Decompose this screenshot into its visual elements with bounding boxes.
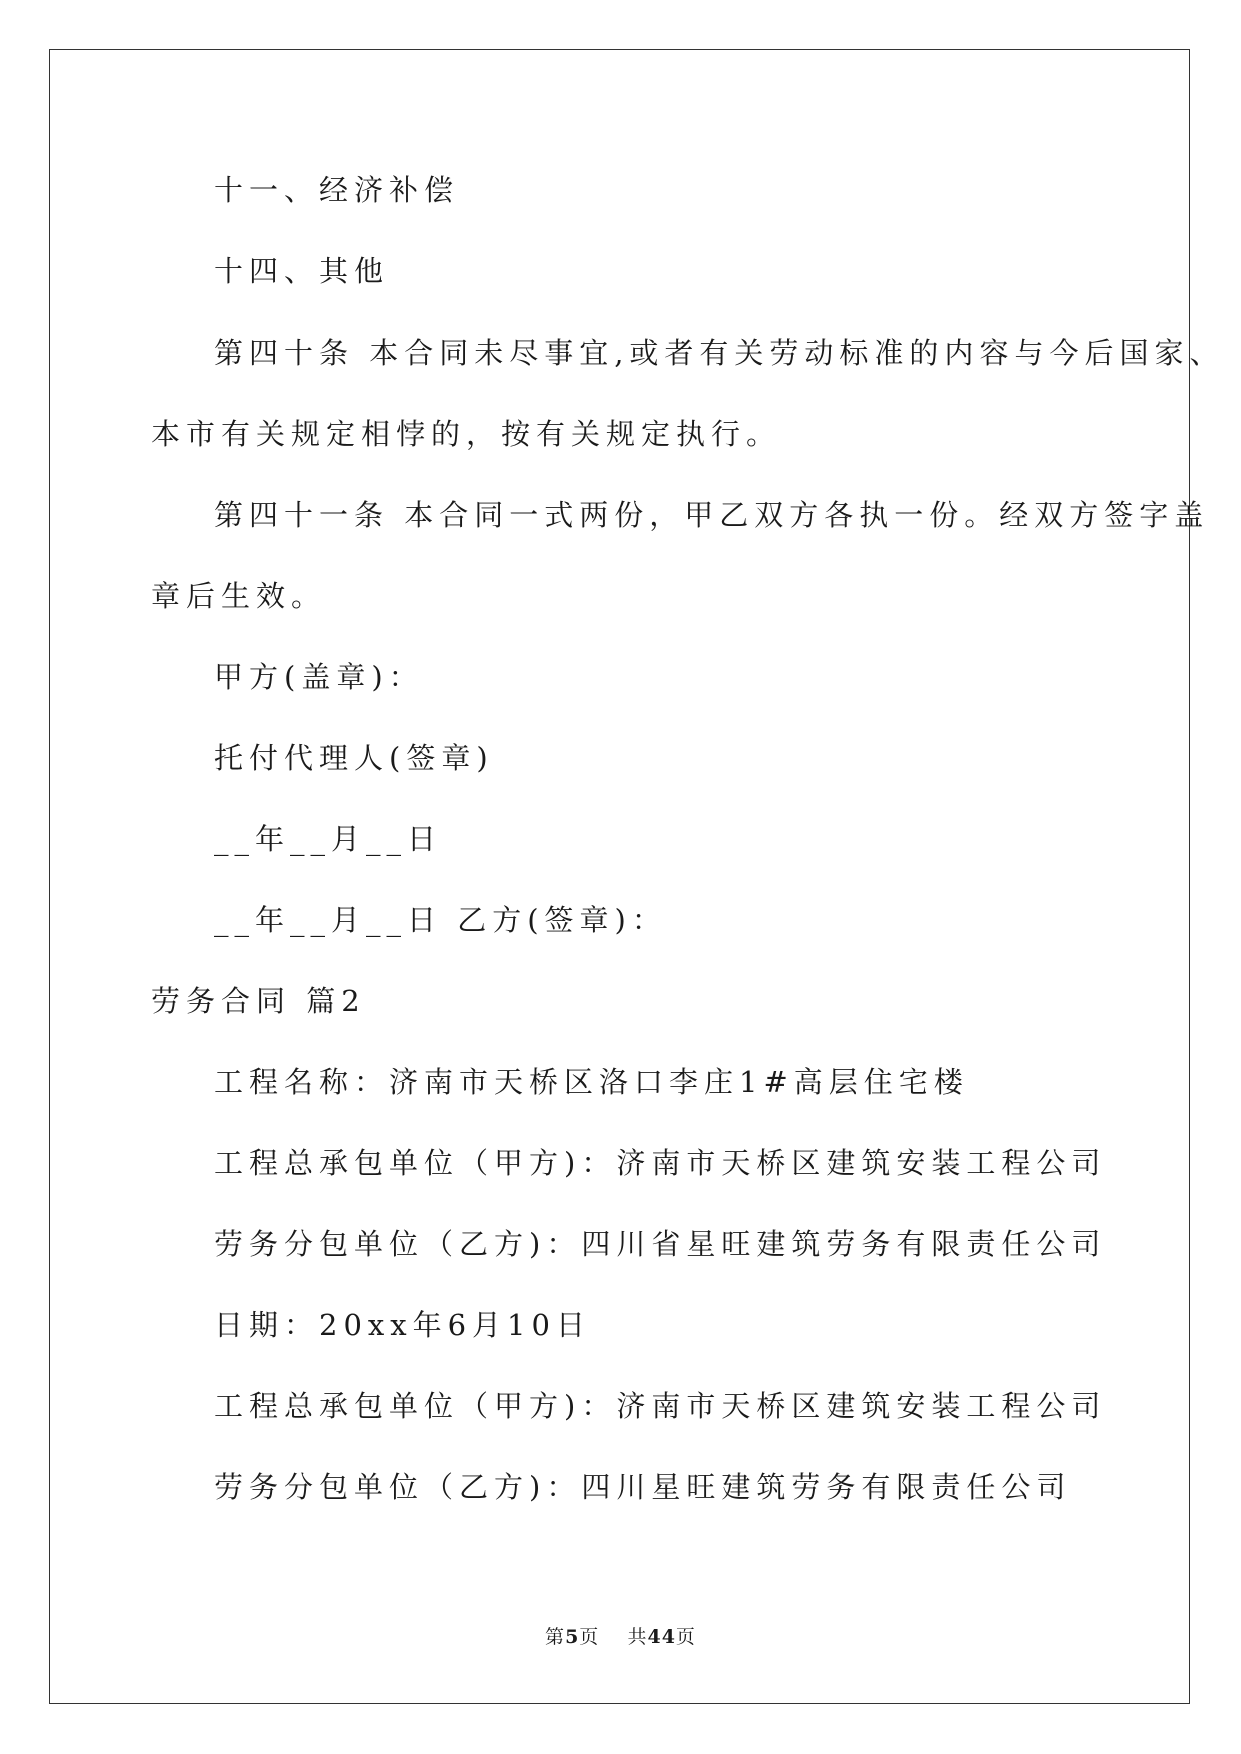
page-border [49, 49, 1190, 1704]
footer-prefix: 第 [545, 1626, 566, 1648]
article-40-line-1: 第四十条 本合同未尽事宜,或者有关劳动标准的内容与今后国家、 [214, 336, 1225, 370]
party-a-seal: 甲方(盖章)： [214, 660, 424, 694]
article-41-line-1: 第四十一条 本合同一式两份，甲乙双方各执一份。经双方签字盖 [214, 498, 1210, 532]
date-line-1: __年__月__日 [214, 822, 443, 856]
article-41-line-2: 章后生效。 [151, 579, 327, 613]
contract-title-part-2: 劳务合同 篇2 [151, 984, 366, 1018]
current-page-number: 5 [565, 1626, 580, 1648]
general-contractor-repeat: 工程总承包单位（甲方)：济南市天桥区建筑安装工程公司 [214, 1389, 1107, 1423]
page-footer [0, 1622, 1241, 1649]
footer-suffix: 页 [675, 1626, 696, 1648]
labor-subcontractor-repeat: 劳务分包单位（乙方)：四川星旺建筑劳务有限责任公司 [214, 1470, 1072, 1504]
general-contractor: 工程总承包单位（甲方)：济南市天桥区建筑安装工程公司 [214, 1146, 1107, 1180]
agent-signature: 托付代理人(签章) [214, 741, 494, 775]
section-heading-other: 十四、其他 [214, 254, 390, 288]
article-40-line-2: 本市有关规定相悖的，按有关规定执行。 [151, 417, 782, 451]
date-line-party-b: __年__月__日 乙方(签章)： [214, 903, 667, 937]
footer-middle: 页 共 [579, 1626, 648, 1648]
labor-subcontractor: 劳务分包单位（乙方)：四川省星旺建筑劳务有限责任公司 [214, 1227, 1107, 1261]
project-name: 工程名称：济南市天桥区洛口李庄1#高层住宅楼 [214, 1065, 969, 1099]
contract-date: 日期：20xx年6月10日 [214, 1308, 591, 1342]
total-page-count: 44 [647, 1626, 676, 1648]
section-heading-economic-compensation: 十一、经济补偿 [214, 173, 460, 207]
